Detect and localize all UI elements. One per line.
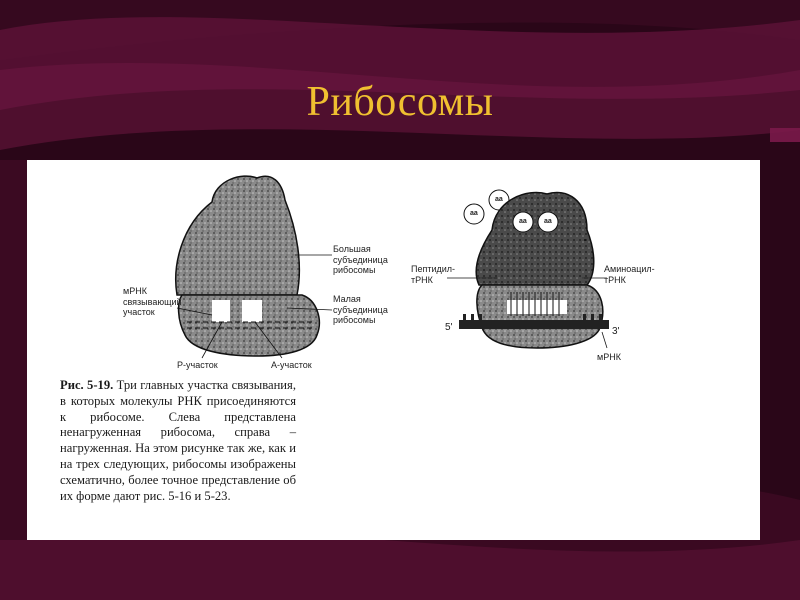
label-small-subunit: Малая субъединица рибосомы: [333, 294, 388, 325]
label-a-site: А-участок: [271, 360, 312, 370]
label-five-prime: 5': [445, 322, 453, 333]
figure-caption: [60, 378, 296, 504]
aa-label-3: aa: [519, 218, 527, 225]
label-aminoacyl-trna: Аминоацил- тРНК: [604, 264, 655, 285]
aa-label-4: aa: [544, 218, 552, 225]
left-small-subunit: [179, 295, 320, 356]
label-large-subunit: Большая субъединица рибосомы: [333, 244, 388, 275]
label-mrna-site: мРНК связывающий участок: [123, 286, 182, 317]
label-mrna: мРНК: [597, 352, 621, 362]
aa-label-2: aa: [495, 196, 503, 203]
label-p-site: Р-участок: [177, 360, 218, 370]
label-peptidyl-trna: Пептидил- тРНК: [411, 264, 456, 285]
figure-panel: [27, 160, 760, 540]
aa-label-1: aa: [470, 210, 478, 217]
caption-ref: Рис. 5-19.: [60, 378, 114, 392]
caption-text: Три главных участка связывания, в которых молекулы РНК присоединяются к рибосоме. Слева представлена ненагруженная рибосома, справа – нагруженная. На этом рисунке так же, как и на трех следующих, рибосомы изображены схематично, более точное представление об их форме дают рис. 5-16 и 5-23.: [60, 378, 296, 503]
left-large-subunit: [176, 176, 300, 295]
slide-title: Рибосомы: [306, 79, 494, 125]
label-three-prime: 3': [612, 326, 620, 337]
